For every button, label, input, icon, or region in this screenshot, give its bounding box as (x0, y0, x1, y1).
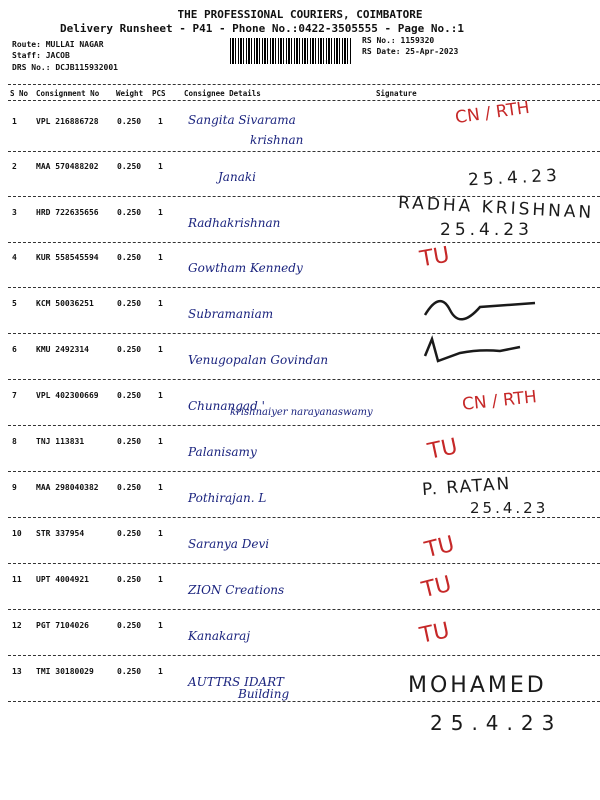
row-sno: 5 (12, 299, 17, 308)
row-sno: 6 (12, 345, 17, 354)
row-pcs: 1 (158, 621, 163, 630)
consignee-name: AUTTRS IDART (188, 675, 284, 689)
route-label: Route: MULLAI NAGAR (12, 40, 104, 49)
row-consignment: UPT 4004921 (36, 575, 89, 584)
row-consignment: TNJ 113831 (36, 437, 85, 446)
row-sno: 1 (12, 117, 17, 126)
consignee-name-line2: krishnaiyer narayanaswamy (230, 407, 373, 418)
row-consignment: PGT 7104026 (36, 621, 89, 630)
row-consignment: VPL 216886728 (36, 117, 99, 126)
consignee-name: Pothirajan. L (188, 491, 267, 505)
row-sno: 4 (12, 253, 17, 262)
row-pcs: 1 (158, 391, 163, 400)
row-weight: 0.250 (117, 621, 142, 630)
col-header-consignment: Consignment No (36, 89, 100, 98)
rs-date: RS Date: 25-Apr-2023 (362, 47, 459, 56)
row-pcs: 1 (158, 667, 163, 676)
staff-label: Staff: JACOB (12, 51, 70, 60)
row-weight: 0.250 (117, 391, 142, 400)
row-pcs: 1 (158, 253, 163, 262)
consignee-name: Subramaniam (188, 307, 274, 321)
row-pcs: 1 (158, 529, 163, 538)
row-pcs: 1 (158, 575, 163, 584)
row-pcs: 1 (158, 117, 163, 126)
consignee-name: Palanisamy (188, 445, 257, 459)
signature-date: 25.4.23 (467, 165, 562, 191)
row-pcs: 1 (158, 299, 163, 308)
row-divider (8, 655, 600, 656)
consignee-name: ZION Creations (188, 583, 285, 597)
row-consignment: MAA 570488202 (36, 162, 99, 171)
signature: CN / RTH (453, 97, 531, 129)
signature: TU (425, 434, 460, 465)
col-header-sno: S No (10, 89, 29, 98)
row-divider (8, 196, 600, 197)
row-sno: 11 (12, 575, 22, 584)
signature: TU (422, 531, 458, 564)
row-divider (8, 701, 600, 702)
row-sno: 2 (12, 162, 17, 171)
row-sno: 9 (12, 483, 17, 492)
signature: P. RATAN (421, 473, 512, 501)
row-divider (8, 517, 600, 518)
row-divider (8, 379, 600, 380)
row-consignment: TMI 30180029 (36, 667, 94, 676)
doc-subtitle: Delivery Runsheet - P41 - Phone No.:0422-3505555 - Page No.:1 (60, 22, 464, 35)
row-pcs: 1 (158, 437, 163, 446)
row-weight: 0.250 (117, 575, 142, 584)
row-consignment: STR 337954 (36, 529, 85, 538)
row-weight: 0.250 (117, 483, 142, 492)
signature-date: 25.4.23 (430, 711, 563, 735)
consignee-name: Sangita Sivarama (188, 113, 296, 127)
consignee-name-line2: krishnan (250, 133, 304, 147)
row-divider (8, 563, 600, 564)
signature: TU (417, 618, 452, 649)
row-weight: 0.250 (117, 529, 142, 538)
signature-date: 25.4.23 (440, 220, 533, 240)
row-sno: 3 (12, 208, 17, 217)
row-sno: 13 (12, 667, 22, 676)
row-sno: 10 (12, 529, 22, 538)
drs-label: DRS No.: DCJB115932001 (12, 63, 118, 72)
rs-number: RS No.: 1159320 (362, 36, 435, 45)
row-divider (8, 609, 600, 610)
barcode (230, 38, 352, 64)
header-divider-top (8, 84, 600, 85)
row-pcs: 1 (158, 483, 163, 492)
row-weight: 0.250 (117, 253, 142, 262)
row-divider (8, 242, 600, 243)
col-header-signature: Signature (376, 89, 417, 98)
row-weight: 0.250 (117, 299, 142, 308)
signature: TU (418, 242, 452, 273)
row-weight: 0.250 (117, 437, 142, 446)
row-weight: 0.250 (117, 117, 142, 126)
consignee-name-line2: Building (238, 687, 290, 701)
row-consignment: VPL 402300669 (36, 391, 99, 400)
signature-scribble (420, 331, 540, 371)
signature: CN / RTH (461, 387, 538, 415)
row-divider (8, 151, 600, 152)
signature: RADHA KRISHNAN (397, 192, 595, 224)
col-header-details: Consignee Details (184, 89, 261, 98)
row-weight: 0.250 (117, 345, 142, 354)
row-sno: 8 (12, 437, 17, 446)
row-weight: 0.250 (117, 667, 142, 676)
row-sno: 12 (12, 621, 22, 630)
consignee-name: Radhakrishnan (188, 216, 281, 230)
row-consignment: MAA 298040382 (36, 483, 99, 492)
row-divider (8, 471, 600, 472)
consignee-name: Janaki (218, 170, 256, 184)
row-pcs: 1 (158, 345, 163, 354)
consignee-name: Gowtham Kennedy (188, 261, 303, 275)
col-header-pcs: PCS (152, 89, 166, 98)
row-consignment: KMU 2492314 (36, 345, 89, 354)
signature-date: 25.4.23 (470, 499, 549, 517)
row-weight: 0.250 (117, 208, 142, 217)
row-sno: 7 (12, 391, 17, 400)
row-consignment: HRD 722635656 (36, 208, 99, 217)
signature: MOHAMED (408, 673, 547, 698)
signature: TU (419, 571, 455, 604)
col-header-weight: Weight (116, 89, 144, 98)
row-consignment: KUR 558545594 (36, 253, 99, 262)
row-pcs: 1 (158, 208, 163, 217)
row-weight: 0.250 (117, 162, 142, 171)
consignee-name: Venugopalan Govindan (188, 353, 329, 367)
row-pcs: 1 (158, 162, 163, 171)
consignee-name: Chunangad ' (188, 399, 265, 413)
row-divider (8, 425, 600, 426)
doc-title: THE PROFESSIONAL COURIERS, COIMBATORE (177, 8, 423, 21)
signature-scribble (420, 285, 540, 325)
consignee-name: Kanakaraj (188, 629, 251, 643)
consignee-name: Saranya Devi (188, 537, 270, 551)
row-consignment: KCM 50036251 (36, 299, 94, 308)
